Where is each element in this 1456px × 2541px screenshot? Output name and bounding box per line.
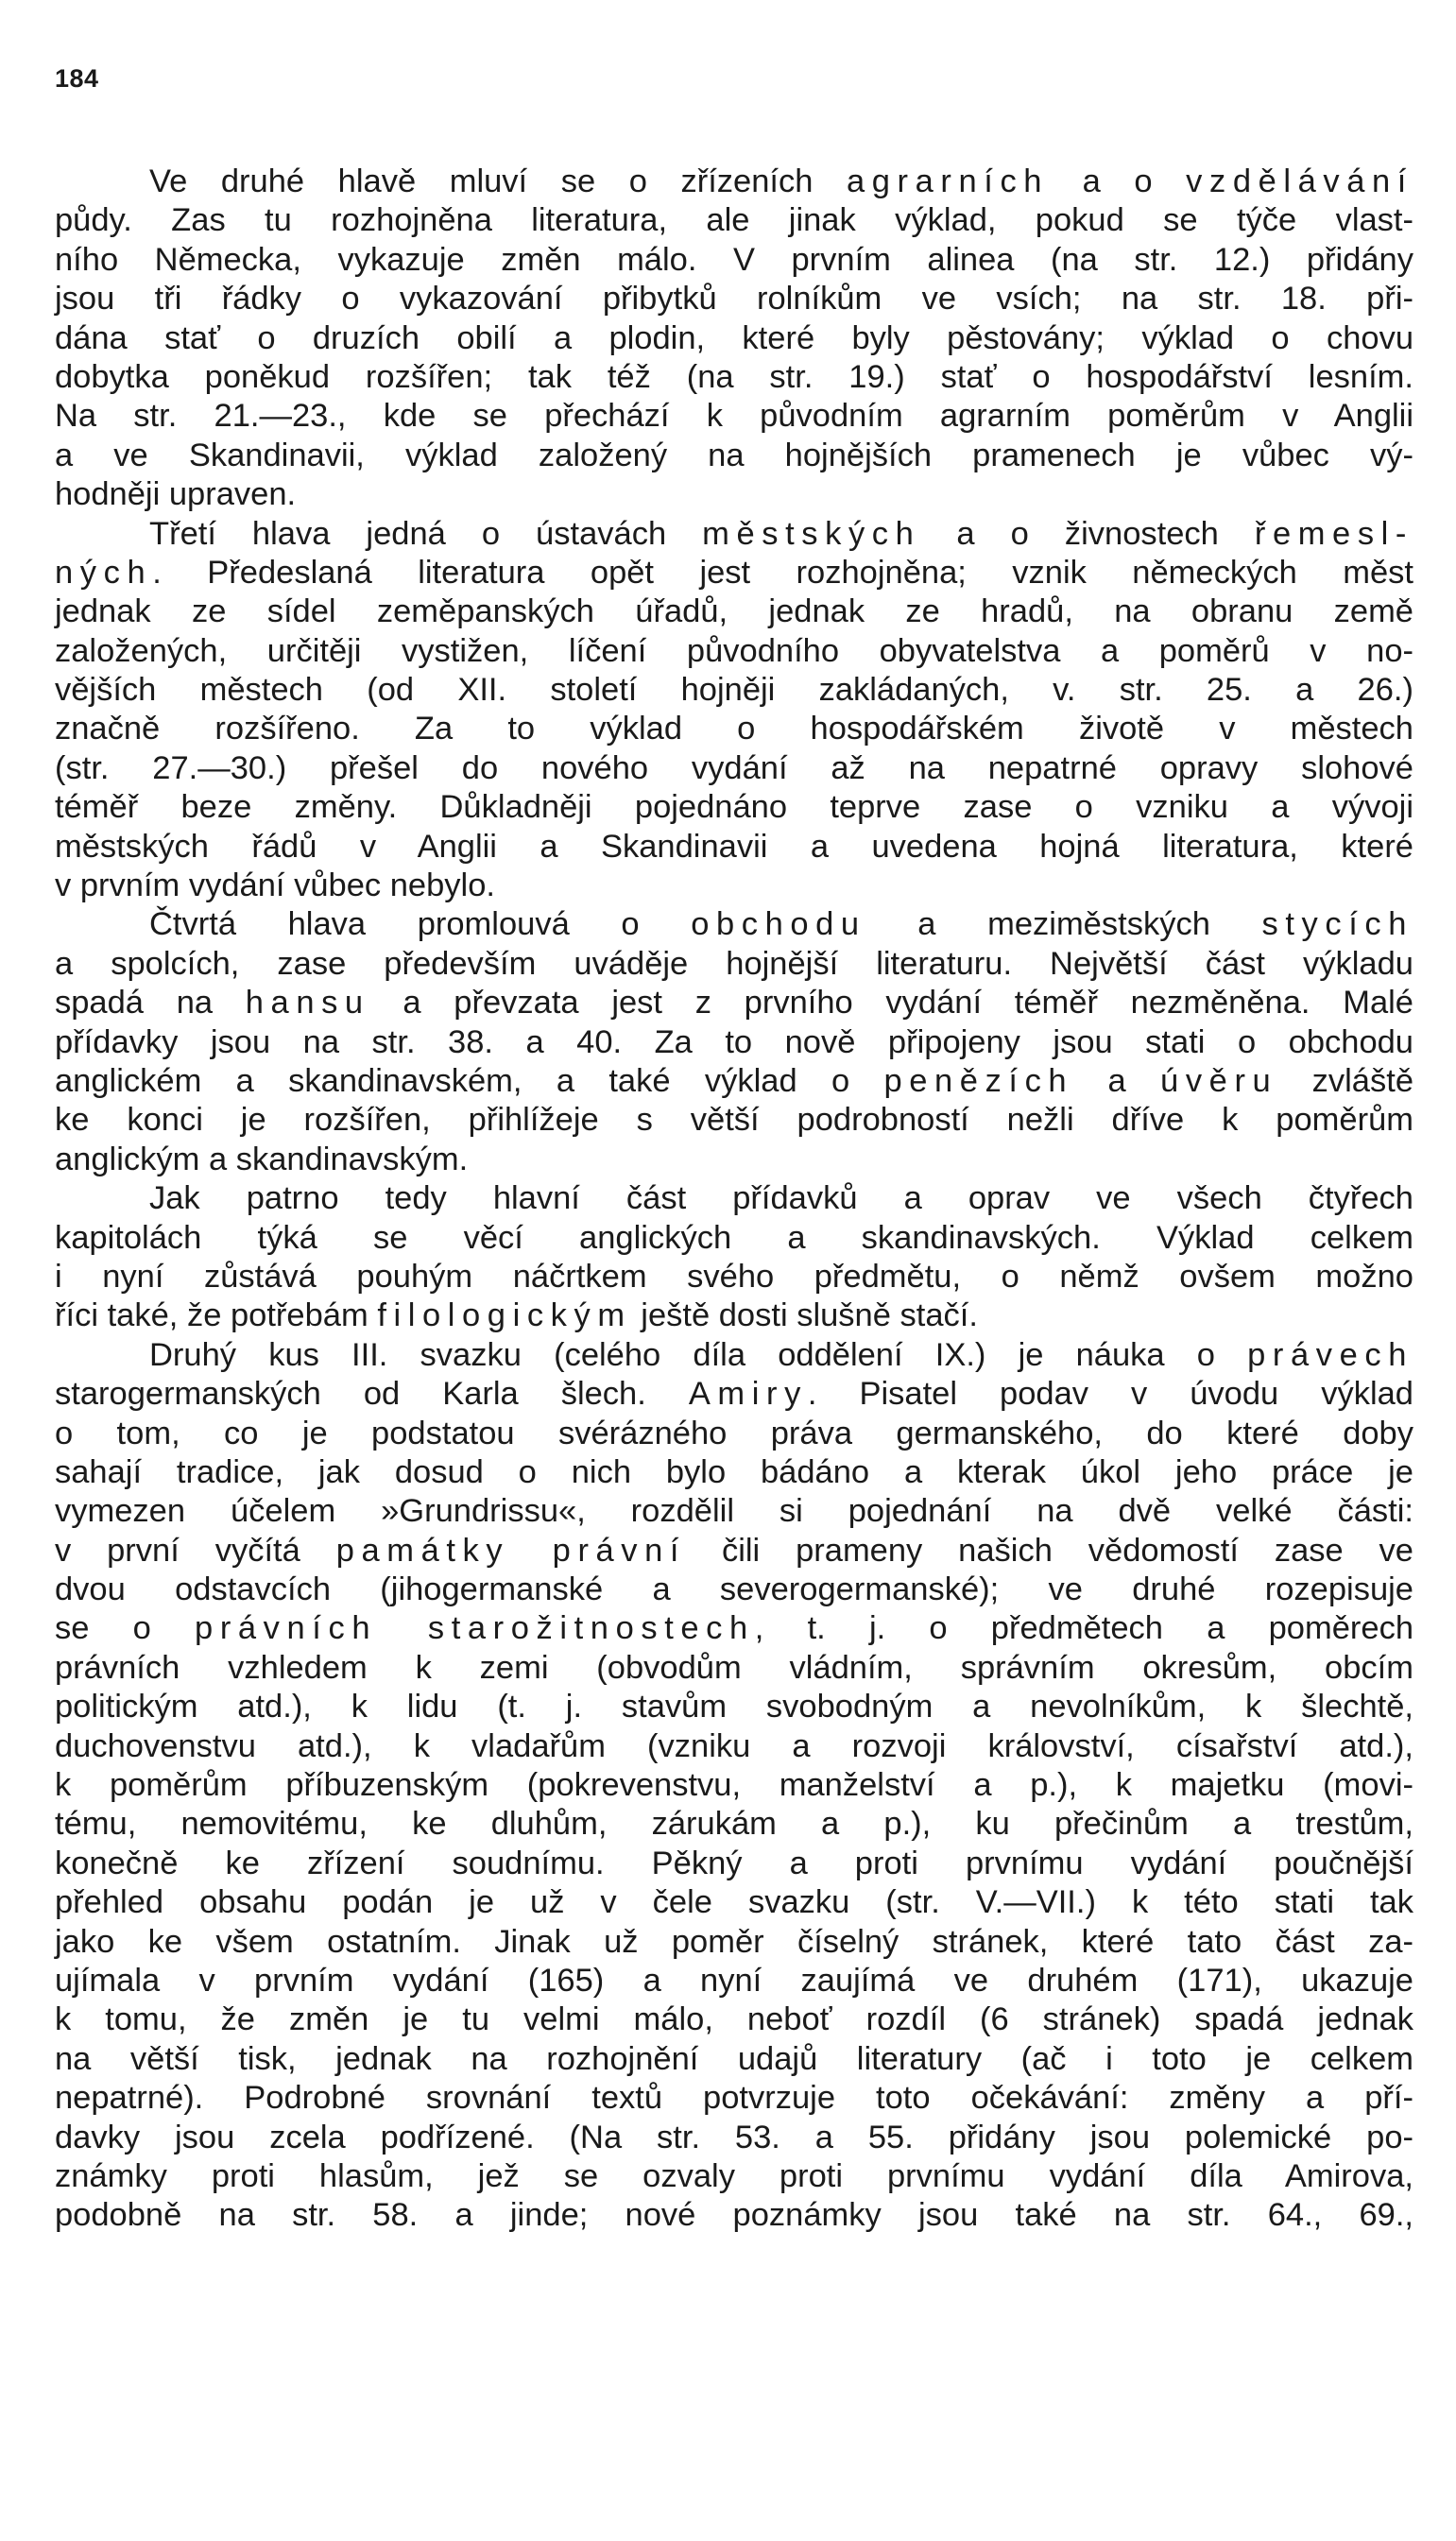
spaced-emphasis: právních starožitnostech (195, 1610, 755, 1647)
text-run: na větší tisk, jednak na rozhojnění udajů literatury (ač i toto je celkem (55, 2040, 1413, 2077)
text-run: politickým atd.), k lidu (t. j. stavům svobodným a nevolníkům, k šlechtě, (55, 1689, 1413, 1725)
body-text (55, 163, 1413, 2236)
text-line (55, 397, 1413, 436)
text-line (55, 2157, 1413, 2196)
text-line (55, 2119, 1413, 2157)
text-line (55, 280, 1413, 318)
text-run: vymezen účelem »Grundrissu«, rozdělil si pojednání na dvě velké části: (55, 1493, 1413, 1530)
text-run: a meziměstských (865, 906, 1262, 943)
text-line (55, 788, 1413, 827)
text-run: k poměrům příbuzenským (pokrevenstvu, manželství a p.), k majetku (movi- (55, 1767, 1413, 1804)
text-run: se o (55, 1610, 196, 1647)
spaced-emphasis: řemesl- (1254, 515, 1413, 552)
text-run: a ve Skandinavii, výklad založený na hojnějších pramenech je vůbec vý- (55, 437, 1413, 473)
text-run: i nyní zůstává pouhým náčrtkem svého předmětu, o němž ovšem možno (55, 1258, 1413, 1295)
text-run: . Předeslaná literatura opět jest rozhojněna; vznik německých měst (152, 554, 1413, 591)
text-run: jsou tři řádky o vykazování přibytků rolníkům ve vsích; na str. 18. při- (55, 281, 1413, 318)
spaced-emphasis: úvěru (1160, 1062, 1278, 1099)
text-run: a o (1049, 163, 1187, 199)
text-line (55, 2040, 1413, 2079)
text-line (55, 554, 1413, 592)
text-run: Čtvrtá hlava promlouvá o (149, 906, 692, 943)
text-line (55, 358, 1413, 397)
text-line (55, 905, 1413, 944)
text-line (55, 1453, 1413, 1492)
text-run: říci také, že potřebám (55, 1297, 378, 1334)
text-run: čili prameny našich vědomostí zase ve (686, 1532, 1413, 1569)
text-run: známky proti hlasům, jež se ozvaly proti prvnímu vydání díla Amirova, (55, 2157, 1413, 2194)
text-run: spadá na (55, 985, 246, 1022)
text-line (55, 1023, 1413, 1062)
text-line (55, 632, 1413, 671)
text-run: o tom, co je podstatou svérázného práva germanského, do které doby (55, 1415, 1413, 1451)
text-line (55, 1532, 1413, 1571)
spaced-emphasis: ných (55, 554, 153, 591)
text-line (55, 1141, 1413, 1179)
text-run: (str. 27.—30.) přešel do nového vydání až na nepatrné opravy slohové (55, 749, 1413, 786)
text-line (55, 1219, 1413, 1258)
text-run: dána stať o druzích obilí a plodin, které byly pěstovány; výklad o chovu (55, 319, 1413, 356)
text-run: hodněji upraven. (55, 476, 297, 513)
spaced-emphasis: agrarních (847, 163, 1050, 199)
text-run: vějších městech (od XII. století hojněji zakládaných, v. str. 25. a 26.) (55, 672, 1413, 709)
text-line (55, 1649, 1413, 1688)
text-line (55, 1845, 1413, 1883)
text-line (55, 1101, 1413, 1140)
text-run: nepatrné). Podrobné srovnání textů potvrzuje toto očekávání: změny a pří- (55, 2080, 1413, 2117)
text-run: v první vyčítá (55, 1532, 336, 1569)
text-line (55, 475, 1413, 514)
text-line (55, 945, 1413, 984)
text-run: Na str. 21.—23., kde se přechází k původním agrarním poměrům v Anglii (55, 398, 1413, 435)
text-line (55, 1415, 1413, 1453)
text-line (55, 437, 1413, 475)
text-run: starogermanských od Karla šlech. (55, 1376, 689, 1413)
text-line (55, 1962, 1413, 2000)
spaced-emphasis: filologickým (377, 1297, 632, 1334)
text-line (55, 1727, 1413, 1766)
text-run: Třetí hlava jedná o ústavách (149, 515, 703, 552)
text-run: Ve druhé hlavě mluví se o zřízeních (149, 163, 847, 199)
text-run: anglickým a skandinavským. (55, 1141, 469, 1177)
text-run: jako ke všem ostatním. Jinak už poměr číselný stránek, které tato část za- (55, 1923, 1413, 1960)
text-run: založených, určitěji vystižen, líčení původního obyvatelstva a poměrů v no- (55, 632, 1413, 669)
text-run: Jak patrno tedy hlavní část přídavků a oprav ve všech čtyřech (149, 1180, 1413, 1217)
text-line (55, 710, 1413, 748)
text-run: dobytka poněkud rozšířen; tak též (na str. 19.) stať o hospodářství lesním. (55, 358, 1413, 395)
spaced-emphasis: Amiry (688, 1376, 808, 1413)
text-line (55, 828, 1413, 867)
spaced-emphasis: vzdělávání (1186, 163, 1413, 199)
text-line (55, 1883, 1413, 1922)
text-line (55, 592, 1413, 631)
spaced-emphasis: stycích (1261, 906, 1413, 943)
text-line (55, 1571, 1413, 1609)
text-line (55, 515, 1413, 554)
spaced-emphasis: penězích (883, 1062, 1074, 1099)
text-line (55, 1375, 1413, 1414)
text-run: konečně ke zřízení soudnímu. Pěkný a proti prvnímu vydání poučnější (55, 1845, 1413, 1881)
text-run: téměř beze změny. Důkladněji pojednáno teprve zase o vzniku a vývoji (55, 789, 1413, 826)
text-line (55, 749, 1413, 788)
text-line (55, 1923, 1413, 1962)
spaced-emphasis: obchodu (691, 906, 866, 943)
text-line (55, 1062, 1413, 1101)
text-run: dvou odstavcích (jihogermanské a severogermanské); ve druhé rozepisuje (55, 1571, 1413, 1608)
text-run: ke konci je rozšířen, přihlížeje s větší podrobností nežli dříve k poměrům (55, 1102, 1413, 1139)
text-line (55, 1805, 1413, 1844)
text-run: , t. j. o předmětech a poměrech (754, 1610, 1414, 1647)
text-run: právních vzhledem k zemi (obvodům vládním, správním okresům, obcím (55, 1649, 1413, 1686)
text-line (55, 1179, 1413, 1218)
spaced-emphasis: městských (702, 515, 921, 552)
text-line (55, 1492, 1413, 1531)
text-line (55, 671, 1413, 710)
text-line (55, 984, 1413, 1022)
text-run: duchovenstvu atd.), k vladařům (vzniku a rozvoji království, císařství atd.), (55, 1727, 1413, 1764)
text-line (55, 1609, 1413, 1648)
text-line (55, 1296, 1413, 1335)
text-run: ního Německa, vykazuje změn málo. V prvním alinea (na str. 12.) přidány (55, 241, 1413, 278)
text-run: přehled obsahu podán je už v čele svazku (str. V.—VII.) k této stati tak (55, 1884, 1413, 1921)
text-run: značně rozšířeno. Za to výklad o hospodářském životě v městech (55, 711, 1413, 747)
text-run: v prvním vydání vůbec nebylo. (55, 867, 495, 904)
text-run: kapitolách týká se věcí anglických a skandinavských. Výklad celkem (55, 1219, 1413, 1256)
spaced-emphasis: památky právní (335, 1532, 687, 1569)
text-line (55, 1766, 1413, 1805)
text-run: a převzata jest z prvního vydání téměř nezměněna. Malé (369, 985, 1413, 1022)
text-line (55, 2079, 1413, 2118)
text-line (55, 2000, 1413, 2039)
text-run: a o živnostech (920, 515, 1255, 552)
text-run: jednak ze sídel zeměpanských úřadů, jednak ze hradů, na obranu země (55, 593, 1413, 630)
text-line (55, 867, 1413, 905)
text-line (55, 163, 1413, 201)
text-run: ujímala v prvním vydání (165) a nyní zaujímá ve druhém (171), ukazuje (55, 1962, 1413, 1999)
text-line (55, 241, 1413, 280)
text-run: zvláště (1277, 1062, 1414, 1099)
page-number: 184 (55, 64, 99, 93)
text-run: přídavky jsou na str. 38. a 40. Za to nově připojeny jsou stati o obchodu (55, 1023, 1413, 1060)
text-line (55, 1258, 1413, 1296)
spaced-emphasis: právech (1247, 1336, 1413, 1373)
text-run: k tomu, že změn je tu velmi málo, neboť rozdíl (6 stránek) spadá jednak (55, 2001, 1413, 2038)
text-line (55, 319, 1413, 358)
text-run: ještě dosti slušně stačí. (631, 1297, 978, 1334)
text-run: podobně na str. 58. a jinde; nové poznámky jsou také na str. 64., 69., (55, 2197, 1413, 2234)
text-run: Druhý kus III. svazku (celého díla oddělení IX.) je náuka o (149, 1336, 1248, 1373)
text-run: . Pisatel podav v úvodu výklad (807, 1376, 1413, 1413)
text-line (55, 2196, 1413, 2235)
text-run: davky jsou zcela podřízené. (Na str. 53. a 55. přidány jsou polemické po- (55, 2119, 1413, 2155)
text-run: anglickém a skandinavském, a také výklad o (55, 1062, 884, 1099)
text-run: tému, nemovitému, ke dluhům, zárukám a p.), ku přečinům a trestům, (55, 1806, 1413, 1843)
spaced-emphasis: hansu (245, 985, 370, 1022)
text-line (55, 1688, 1413, 1726)
text-line (55, 1336, 1413, 1375)
text-line (55, 201, 1413, 240)
text-run: a spolcích, zase především uváděje hojnější literaturu. Největší část výkladu (55, 945, 1413, 982)
text-run: městských řádů v Anglii a Skandinavii a uvedena hojná literatura, které (55, 828, 1413, 865)
text-run: sahají tradice, jak dosud o nich bylo bádáno a kterak úkol jeho práce je (55, 1453, 1413, 1490)
text-run: půdy. Zas tu rozhojněna literatura, ale jinak výklad, pokud se týče vlast- (55, 202, 1413, 239)
text-run: a (1073, 1062, 1161, 1099)
